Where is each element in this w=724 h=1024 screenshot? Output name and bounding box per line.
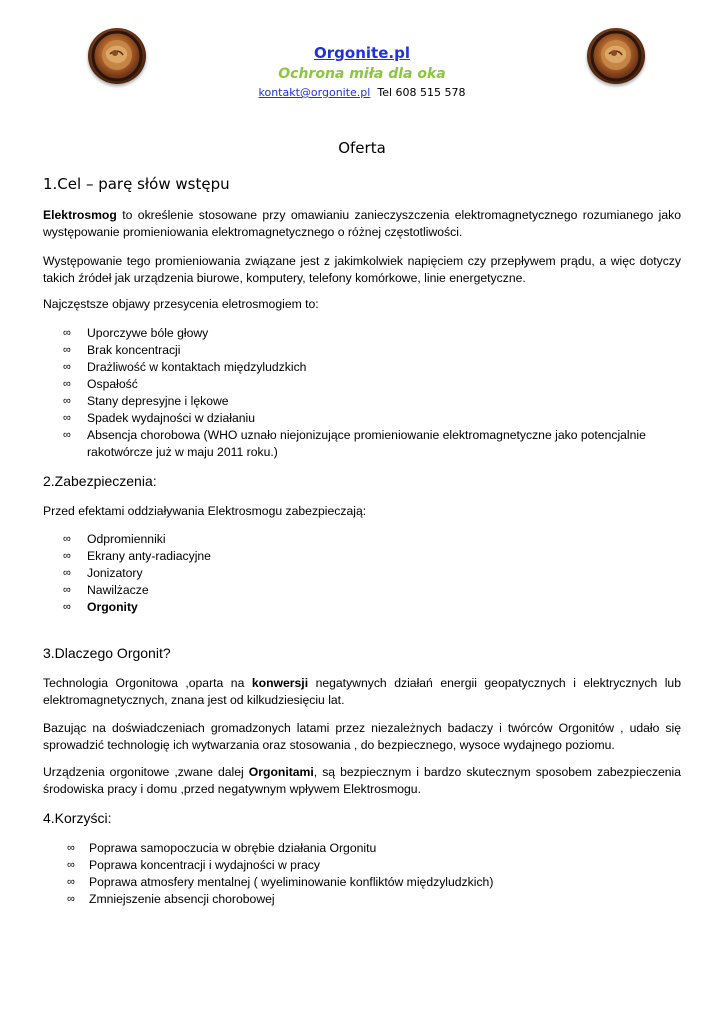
paragraph-text: to określenie stosowane przy omawianiu zanieczyszczenia elektromagnetycznego rozumianego jako występowanie promieniowania elektromagnetycznego o różnej częstotliwości. xyxy=(43,208,681,239)
infinity-bullet-icon: ∞ xyxy=(67,842,75,854)
list-item: ∞ Spadek wydajności w działaniu xyxy=(63,411,256,425)
infinity-bullet-icon: ∞ xyxy=(67,893,75,905)
contact-line xyxy=(0,86,724,99)
infinity-bullet-icon: ∞ xyxy=(63,533,71,545)
site-name-link[interactable]: Orgonite.pl xyxy=(314,44,410,62)
protections-list xyxy=(63,531,683,616)
section-1-heading: 1.Cel – parę słów wstępu xyxy=(43,175,230,193)
section-1-paragraph-1 xyxy=(43,207,681,241)
infinity-bullet-icon: ∞ xyxy=(63,550,71,562)
list-item: ∞ Poprawa atmosfery mentalnej ( wyeliminowanie konfliktów międzyludzkich) xyxy=(67,875,494,889)
infinity-bullet-icon: ∞ xyxy=(63,567,71,579)
symptoms-list xyxy=(63,325,683,461)
section-3-paragraph-3: Urządzenia orgonitowe ,zwane dalej Orgonitami, są bezpiecznym i bardzo skutecznym sposobem zabezpieczenia środowiska pracy i domu ,przed negatywnym wpływem Elektrosmogu. xyxy=(43,765,681,796)
infinity-bullet-icon: ∞ xyxy=(67,876,75,888)
list-item: ∞ Uporczywe bóle głowy xyxy=(63,326,209,340)
section-1-paragraph-3: Najczęstsze objawy przesycenia eletrosmogiem to: xyxy=(43,297,319,311)
section-4-heading: 4.Korzyści: xyxy=(43,810,112,826)
list-item: ∞ Nawilżacze xyxy=(63,583,149,597)
list-item: ∞ Zmniejszenie absencji chorobowej xyxy=(67,892,275,906)
section-3-heading: 3.Dlaczego Orgonit? xyxy=(43,645,171,661)
section-2-heading: 2.Zabezpieczenia: xyxy=(43,473,157,489)
section-3-paragraph-1: Technologia Orgonitowa ,oparta na konwersji negatywnych działań energii geopatycznych i elektrycznych lub elektromagnetycznych, znana jest od kilkudziesięciu lat. xyxy=(43,676,681,707)
email-link[interactable]: kontakt@orgonite.pl xyxy=(258,86,371,99)
infinity-bullet-icon: ∞ xyxy=(67,859,75,871)
infinity-bullet-icon: ∞ xyxy=(63,378,71,390)
section-2-intro: Przed efektami oddziaływania Elektrosmogu zabezpieczają: xyxy=(43,504,367,518)
list-item: ∞ Stany depresyjne i lękowe xyxy=(63,394,229,408)
infinity-bullet-icon: ∞ xyxy=(63,361,71,373)
infinity-bullet-icon: ∞ xyxy=(63,429,71,441)
list-item: ∞ Ospałość xyxy=(63,377,138,391)
section-1-paragraph-2: Występowanie tego promieniowania związane jest z jakimkolwiek napięciem czy przepływem prądu, a więc dotyczy takich źródeł jak urządzenia biurowe, komputery, telefony komórkowe, linie energetyczne. xyxy=(43,254,681,285)
list-item: ∞ Ekrany anty-radiacyjne xyxy=(63,549,211,563)
infinity-bullet-icon: ∞ xyxy=(63,601,71,613)
tagline: Ochrona miła dla oka xyxy=(278,66,446,82)
infinity-bullet-icon: ∞ xyxy=(63,584,71,596)
infinity-bullet-icon: ∞ xyxy=(63,412,71,424)
infinity-bullet-icon: ∞ xyxy=(63,344,71,356)
benefits-list xyxy=(67,840,667,908)
term-elektrosmog: Elektrosmog xyxy=(43,208,117,222)
section-3-paragraph-2: Bazując na doświadczeniach gromadzonych latami przez niezależnych badaczy i twórców Orgonitów , udało się sprowadzić technologię ich wytwarzania oraz stosowania , do bezpiecznego, wysoce wydajnego poziomu. xyxy=(43,721,681,752)
list-item: ∞ Poprawa koncentracji i wydajności w pracy xyxy=(67,858,320,872)
infinity-bullet-icon: ∞ xyxy=(63,395,71,407)
list-item: ∞ Absencja chorobowa (WHO uznało niejonizujące promieniowanie elektromagnetyczne jako potencjalnie rakotwórcze już w maju 2011 roku.) xyxy=(63,428,646,459)
list-item: ∞ Orgonity xyxy=(63,600,138,614)
infinity-bullet-icon: ∞ xyxy=(63,327,71,339)
list-item: ∞ Drażliwość w kontaktach międzyludzkich xyxy=(63,360,307,374)
list-item: ∞ Odpromienniki xyxy=(63,532,166,546)
list-item: ∞ Poprawa samopoczucia w obrębie działania Orgonitu xyxy=(67,841,377,855)
page-title: Oferta xyxy=(338,139,386,157)
list-item: ∞ Brak koncentracji xyxy=(63,343,181,357)
list-item: ∞ Jonizatory xyxy=(63,566,143,580)
phone-number: Tel 608 515 578 xyxy=(377,86,466,99)
